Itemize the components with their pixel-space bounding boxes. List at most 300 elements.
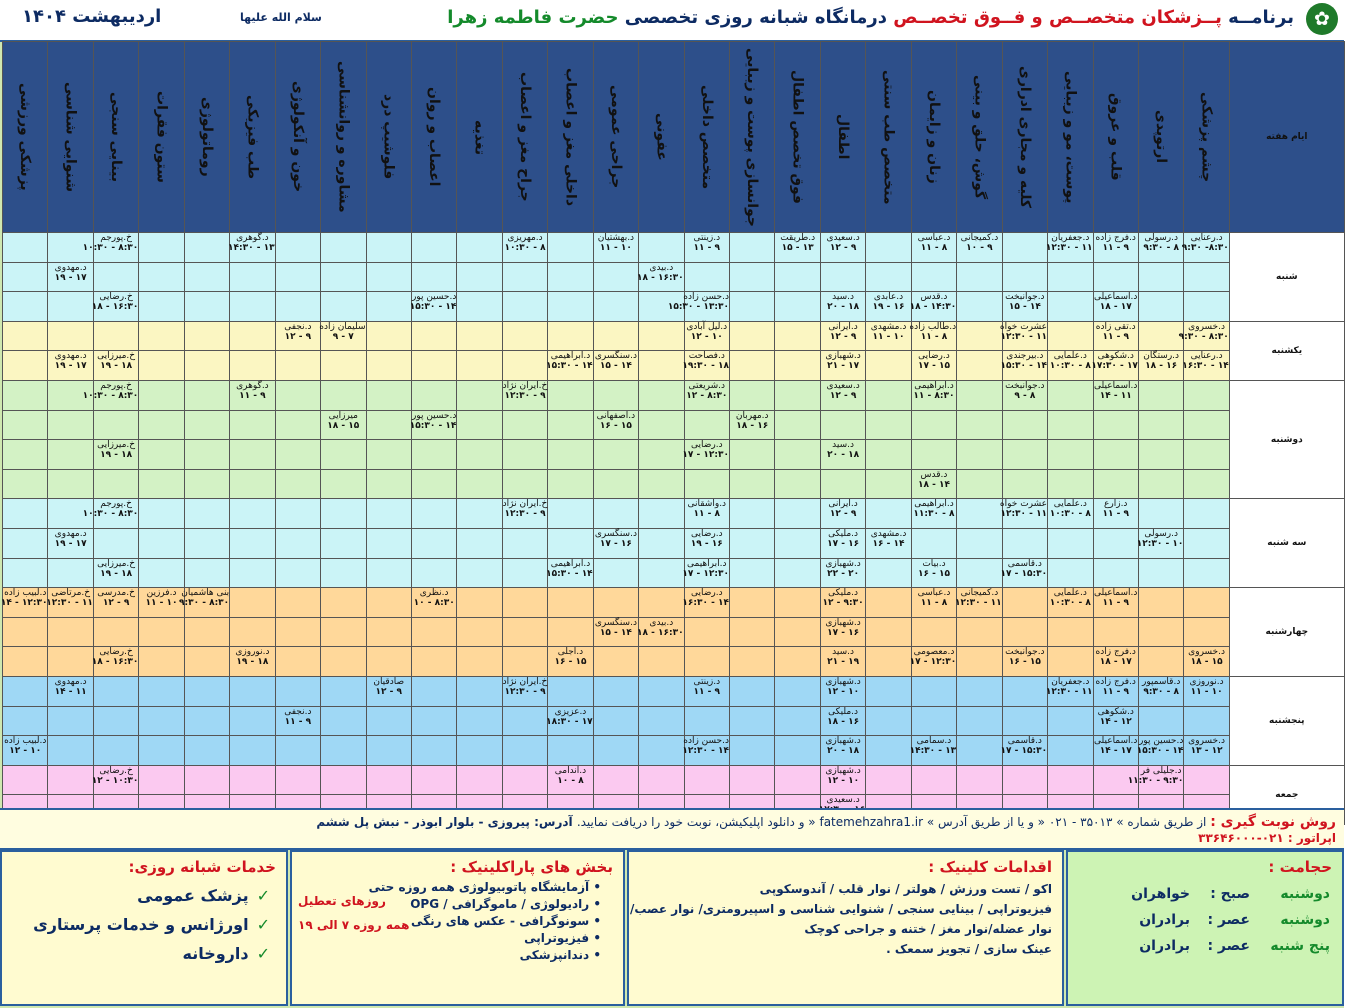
doctor-name: د.عزیزی	[554, 706, 587, 717]
weekday-label: سه شنبه	[1229, 499, 1344, 588]
schedule-cell	[911, 676, 956, 706]
schedule-cell	[1184, 528, 1229, 558]
schedule-cell	[502, 469, 547, 499]
visit-hours: ۱۶:۳۰ - ۱۸	[636, 627, 684, 638]
visit-hours: ۹ - ۱۱	[239, 390, 266, 401]
doctor-name: د.ابراهیمی	[687, 558, 727, 569]
schedule-cell	[230, 676, 275, 706]
visit-hours: ۸ - ۱۱	[920, 243, 948, 253]
schedule-cell	[775, 233, 820, 263]
specialty-label: جراح مغز و اعصاب	[517, 72, 534, 202]
schedule-cell	[275, 292, 320, 322]
schedule-cell	[230, 233, 275, 263]
visit-hours: ۸:۳۰ - ۱۰:۳۰	[82, 243, 139, 253]
doctor-name: خ.پورجم	[100, 499, 132, 510]
schedule-cell	[1002, 528, 1047, 558]
schedule-cell	[502, 558, 547, 588]
paraclinic-note-holidays: روزهای تعطیل	[298, 894, 386, 908]
schedule-cell	[775, 351, 820, 381]
schedule-cell	[184, 440, 229, 470]
schedule-cell	[866, 351, 911, 381]
doctor-name: د.جوانبخت	[1005, 647, 1045, 658]
doctor-name: خ.رضایی	[99, 292, 133, 303]
schedule-cell	[639, 321, 684, 351]
schedule-cell	[548, 647, 593, 677]
schedule-cell	[1184, 558, 1229, 588]
schedule-cell	[866, 647, 911, 677]
specialty-label: اطفال	[835, 114, 852, 160]
schedule-cell	[957, 528, 1002, 558]
doctor-name: د.واشقانی	[687, 499, 727, 510]
schedule-cell	[866, 676, 911, 706]
specialty-header	[502, 42, 547, 233]
schedule-cell	[775, 617, 820, 647]
schedule-cell	[775, 588, 820, 618]
visit-hours: ۱۵ - ۱۸	[1190, 657, 1223, 668]
schedule-cell	[3, 321, 48, 351]
specialty-label: زنان و زایمان	[925, 90, 942, 184]
doctor-name: د.سید	[832, 292, 855, 303]
schedule-cell	[411, 499, 456, 529]
schedule-cell	[1138, 233, 1183, 263]
doctor-name: د.رضایی	[690, 528, 723, 539]
doctor-name: عشرت خواه	[999, 321, 1048, 332]
schedule-cell	[411, 262, 456, 292]
visit-hours: ۱۴ - ۱۸	[917, 479, 950, 490]
schedule-cell	[1002, 351, 1047, 381]
schedule-cell	[593, 351, 638, 381]
night-service-item	[2, 944, 270, 963]
schedule-cell	[411, 380, 456, 410]
schedule-cell	[1048, 440, 1093, 470]
schedule-cell	[3, 292, 48, 322]
specialty-header	[1002, 42, 1047, 233]
schedule-cell	[1093, 647, 1138, 677]
schedule-cell	[730, 676, 775, 706]
schedule-cell	[457, 617, 502, 647]
cupping-group: برادران	[1139, 938, 1190, 954]
schedule-cell	[639, 233, 684, 263]
schedule-cell	[178, 588, 230, 618]
booking-info	[0, 808, 1344, 850]
night-service-label: پزشک عمومی	[137, 886, 249, 905]
schedule-cell	[93, 528, 138, 558]
visit-hours: ۸:۳۰ - ۹:۳۰	[1178, 331, 1229, 342]
visit-hours: ۱۸ - ۲۰	[827, 746, 860, 757]
schedule-cell	[139, 499, 184, 529]
doctor-name: د.فرج زاده	[1095, 647, 1136, 658]
cupping-day: پنج شنبه	[1270, 938, 1330, 954]
schedule-cell	[911, 765, 956, 795]
doctor-name: خ.ایران نژاد	[502, 676, 548, 687]
schedule-cell	[593, 440, 638, 470]
visit-hours: ۹ - ۱۲	[829, 390, 857, 401]
specialty-label: جراحی عمومی	[607, 85, 624, 189]
doctor-name: د.جلیلی فر	[1140, 765, 1182, 776]
specialty-label: شنوایی شناسی	[62, 81, 79, 193]
schedule-cell	[1138, 262, 1183, 292]
schedule-cell	[366, 469, 411, 499]
doctor-name: د.سنگسری	[594, 617, 637, 628]
visit-hours: ۹ - ۱۱	[1102, 243, 1129, 253]
doctor-name: خ.ایران نژاد	[502, 380, 548, 391]
schedule-cell	[3, 351, 48, 381]
schedule-cell	[730, 440, 775, 470]
visit-hours: ۹ - ۱۲:۳۰	[504, 686, 546, 697]
doctor-name: د.شهبازی	[825, 558, 861, 569]
visit-hours: ۹ - ۱۱	[1102, 331, 1129, 342]
doctor-name: د.اندامی	[554, 765, 587, 776]
visit-hours: ۱۰ - ۱۲	[827, 775, 860, 786]
doctor-name: خ.مدرسی	[97, 588, 135, 599]
check-icon: ✓	[256, 915, 270, 934]
schedule-cell	[457, 588, 502, 618]
schedule-cell	[321, 499, 366, 529]
visit-hours: ۱۶ - ۱۹	[872, 302, 905, 313]
schedule-cell	[3, 469, 48, 499]
schedule-cell	[3, 736, 48, 766]
schedule-cell	[593, 676, 638, 706]
doctor-name: د.سنگسری	[594, 528, 637, 539]
schedule-cell	[1002, 262, 1047, 292]
schedule-cell	[321, 676, 366, 706]
schedule-cell	[548, 588, 593, 618]
doctor-name: د.نظری	[419, 588, 449, 599]
schedule-cell	[999, 321, 1048, 351]
specialty-label: اعصاب و روان	[426, 87, 443, 187]
clinic-services-panel	[627, 850, 1064, 1006]
schedule-cell	[957, 499, 1002, 529]
visit-hours: ۷ - ۹	[332, 331, 354, 342]
visit-hours: ۱۰ - ۱۲:۳۰	[1136, 538, 1184, 549]
visit-hours: ۸ - ۱۱:۳۰	[913, 509, 955, 520]
doctor-name: د.سنگسری	[594, 351, 637, 362]
schedule-cell	[275, 351, 320, 381]
schedule-cell	[684, 558, 729, 588]
schedule-cell	[411, 765, 456, 795]
visit-hours: ۹ - ۱۲	[829, 331, 857, 342]
visit-hours: ۱۶:۳۰ - ۱۸	[91, 657, 139, 668]
schedule-cell	[593, 558, 638, 588]
schedule-cell	[502, 262, 547, 292]
schedule-cell	[457, 676, 502, 706]
specialty-label: متخصص طب سنتی	[880, 69, 897, 205]
schedule-cell	[502, 292, 547, 322]
doctor-name: د.لبیب زاده	[4, 588, 47, 599]
schedule-cell	[1002, 469, 1047, 499]
schedule-cell	[230, 558, 275, 588]
schedule-cell	[3, 765, 48, 795]
schedule-cell	[548, 676, 593, 706]
schedule-cell	[1048, 736, 1093, 766]
doctor-name: خ.پورجم	[100, 380, 132, 391]
schedule-cell	[93, 351, 138, 381]
schedule-cell	[684, 380, 729, 410]
schedule-cell	[1093, 736, 1138, 766]
schedule-cell	[636, 262, 684, 292]
doctor-name: عشرت خواه	[999, 499, 1048, 510]
specialty-header	[184, 42, 229, 233]
schedule-cell	[911, 440, 956, 470]
schedule-cell	[93, 321, 138, 351]
schedule-cell	[93, 558, 138, 588]
hospital-logo-icon: ✿	[1306, 3, 1338, 35]
doctor-name: د.قدس	[920, 469, 948, 480]
schedule-cell	[82, 380, 139, 410]
schedule-cell	[321, 440, 366, 470]
specialty-header	[275, 42, 320, 233]
schedule-cell	[820, 351, 865, 381]
schedule-cell	[667, 292, 729, 322]
specialty-label: روماتولوژی	[198, 97, 215, 177]
specialty-label: کلیه و مجاری ادراری	[1016, 65, 1033, 209]
schedule-cell	[1048, 499, 1093, 529]
schedule-cell	[911, 321, 956, 351]
visit-hours: ۱۴ - ۱۵:۳۰	[409, 420, 457, 431]
cupping-group: خواهران	[1131, 886, 1190, 902]
schedule-cell	[639, 588, 684, 618]
schedule-cell	[457, 380, 502, 410]
specialty-label: پزشکی ورزشی	[17, 83, 34, 191]
schedule-cell	[366, 233, 411, 263]
doctor-name: خ.رضایی	[99, 765, 133, 776]
schedule-cell	[502, 321, 547, 351]
schedule-cell	[230, 588, 275, 618]
schedule-cell	[230, 262, 275, 292]
doctor-name: د.ملیکی	[828, 528, 859, 539]
schedule-cell	[411, 410, 456, 440]
schedule-cell	[275, 469, 320, 499]
specialty-header	[457, 42, 502, 233]
visit-hours: ۸ - ۱۰:۳۰	[1049, 361, 1091, 372]
schedule-cell	[911, 410, 956, 440]
schedule-cell	[730, 410, 775, 440]
schedule-cell	[1138, 617, 1183, 647]
schedule-cell	[911, 528, 956, 558]
paraclinic-item: • فیزیوتراپی	[292, 931, 601, 945]
doctor-name: د.لیل آبادی	[686, 321, 728, 332]
schedule-cell	[184, 321, 229, 351]
schedule-cell	[911, 706, 956, 736]
schedule-cell	[730, 558, 775, 588]
specialty-label: متخصص داخلی	[698, 84, 715, 190]
weekday-label: شنبه	[1229, 233, 1344, 322]
schedule-cell	[1048, 380, 1093, 410]
schedule-cell	[957, 380, 1002, 410]
visit-hours: ۹ - ۱۲	[829, 243, 857, 253]
schedule-cell	[866, 736, 911, 766]
schedule-cell	[730, 469, 775, 499]
title-part-4: حضرت فاطمه زهرا	[447, 7, 619, 28]
doctor-name: د.حسن زاده	[683, 292, 729, 303]
doctor-name: د.نوروزی	[1189, 676, 1224, 687]
doctor-name: د.مهدوی	[54, 676, 87, 687]
schedule-cell	[321, 736, 366, 766]
schedule-cell	[684, 440, 729, 470]
schedule-cell	[366, 558, 411, 588]
schedule-cell	[1093, 410, 1138, 440]
clinic-service-item: عینک سازی / تجویز سمعک .	[886, 942, 1052, 956]
schedule-cell	[866, 321, 911, 351]
visit-hours: ۱۶ - ۱۸	[736, 420, 769, 431]
schedule-cell	[820, 528, 865, 558]
doctor-name: د.شهبازی	[825, 676, 861, 687]
schedule-cell	[1184, 676, 1229, 706]
weekday-label: جمعه	[1229, 765, 1344, 824]
title-part-2: پــزشکان متخصــص و فــوق تخصــص	[893, 7, 1222, 28]
visit-hours: ۹ - ۱۰	[966, 243, 993, 253]
specialty-header	[139, 42, 184, 233]
visit-hours: ۱۵ - ۱۶	[554, 657, 587, 668]
schedule-cell	[457, 499, 502, 529]
schedule-cell	[548, 469, 593, 499]
doctor-name: د.فرج زاده	[1095, 676, 1136, 687]
schedule-cell	[93, 292, 138, 322]
schedule-cell	[411, 706, 456, 736]
specialty-header	[911, 42, 956, 233]
cupping-time: عصر :	[1207, 912, 1250, 928]
schedule-cell	[184, 676, 229, 706]
schedule-cell	[957, 351, 1002, 381]
schedule-cell	[911, 558, 956, 588]
schedule-cell	[639, 528, 684, 558]
schedule-cell	[1138, 528, 1183, 558]
visit-hours: ۱۷ - ۱۹	[54, 538, 87, 549]
doctor-name: د.ملیکی	[828, 706, 859, 717]
schedule-cell	[93, 706, 138, 736]
schedule-cell	[775, 765, 820, 795]
doctor-name: د.جعفریان	[1051, 233, 1090, 243]
schedule-cell	[957, 617, 1002, 647]
schedule-cell	[1184, 588, 1229, 618]
doctor-name: د.حسن زاده	[683, 736, 729, 747]
visit-hours: ۱۸ - ۱۹	[100, 361, 133, 372]
doctor-name: د.شهبازی	[825, 736, 861, 747]
schedule-cell	[139, 262, 184, 292]
schedule-cell	[820, 410, 865, 440]
schedule-cell	[548, 351, 593, 381]
schedule-cell	[366, 351, 411, 381]
schedule-cell	[1127, 765, 1184, 795]
schedule-cell	[1002, 676, 1047, 706]
visit-hours: ۸:۳۰- ۹:۳۰	[1181, 243, 1229, 253]
visit-hours: ۸:۳۰ - ۱۱	[913, 390, 955, 401]
schedule-cell	[502, 647, 547, 677]
doctor-name: د.رضایی	[690, 588, 723, 599]
visit-hours: ۱۱ - ۱۲:۳۰	[1000, 509, 1048, 520]
schedule-cell	[48, 292, 93, 322]
visit-hours: ۱۷ - ۱۷:۳۰	[1091, 361, 1138, 372]
schedule-cell	[593, 617, 638, 647]
paraclinic-item: • سونوگرافی - عکس های رنگی	[292, 914, 601, 928]
doctor-name: د.اسماعیلی	[1094, 736, 1138, 747]
visit-hours: ۱۸ - ۱۹	[100, 568, 133, 579]
schedule-cell	[139, 736, 184, 766]
schedule-cell	[457, 321, 502, 351]
schedule-cell	[3, 499, 48, 529]
schedule-cell	[639, 676, 684, 706]
schedule-cell	[820, 233, 865, 263]
schedule-cell	[548, 233, 593, 263]
schedule-cell	[957, 321, 1002, 351]
doctor-name: د.نوروزی	[235, 647, 270, 658]
schedule-cell	[184, 706, 229, 736]
visit-hours: ۸ - ۹:۳۰	[1143, 686, 1179, 697]
doctor-name: د.خسروی	[1188, 647, 1225, 658]
doctor-name: د.نجفی	[284, 706, 312, 717]
schedule-cell	[1048, 588, 1093, 618]
specialty-header	[957, 42, 1002, 233]
schedule-cell	[93, 676, 138, 706]
specialty-header	[1138, 42, 1183, 233]
schedule-cell	[639, 440, 684, 470]
doctor-name: د.کمیجانی	[960, 588, 999, 599]
schedule-cell	[275, 440, 320, 470]
schedule-cell	[1048, 558, 1093, 588]
visit-hours: ۱۸ - ۲۰	[827, 450, 860, 461]
schedule-cell	[457, 736, 502, 766]
schedule-cell	[139, 233, 184, 263]
schedule-cell	[275, 233, 320, 263]
doctor-name: د.علمایی	[1053, 588, 1087, 599]
schedule-cell	[1184, 706, 1229, 736]
visit-hours: ۱۶ - ۱۷	[599, 538, 632, 549]
schedule-cell	[502, 528, 547, 558]
schedule-cell	[184, 292, 229, 322]
schedule-cell	[321, 233, 366, 263]
specialty-label: قلب و عروق	[1107, 93, 1124, 181]
visit-hours: ۱۱ - ۱۲:۳۰	[46, 598, 93, 609]
visit-hours: ۱۹ - ۲۱	[827, 657, 860, 668]
schedule-cell	[457, 469, 502, 499]
schedule-cell	[457, 351, 502, 381]
schedule-cell	[230, 706, 275, 736]
schedule-cell	[3, 647, 48, 677]
schedule-cell	[93, 617, 138, 647]
visit-hours: ۱۴ - ۱۵:۳۰	[546, 361, 593, 372]
schedule-cell	[139, 469, 184, 499]
schedule-cell	[321, 765, 366, 795]
schedule-cell	[730, 292, 775, 322]
visit-hours: ۹ - ۱۱	[1102, 509, 1129, 520]
visit-hours: ۱۴ - ۱۲:۳۰	[682, 746, 729, 757]
schedule-cell	[1138, 588, 1183, 618]
doctor-name: خ.میرزایی	[97, 351, 136, 362]
schedule-cell	[593, 765, 638, 795]
doctor-name: د.بیات	[922, 558, 946, 569]
schedule-cell	[366, 765, 411, 795]
visit-hours: ۸ - ۱۱	[920, 331, 948, 342]
doctor-name: د.اسماعیلی	[1094, 588, 1138, 599]
schedule-cell	[275, 736, 320, 766]
doctor-name: د.نجفی	[284, 321, 312, 332]
schedule-cell	[820, 736, 865, 766]
schedule-cell	[411, 469, 456, 499]
booking-line	[316, 814, 1336, 830]
doctor-name: د.بیدی	[649, 617, 674, 628]
schedule-cell	[775, 292, 820, 322]
schedule-cell	[1138, 440, 1183, 470]
schedule-cell	[366, 262, 411, 292]
schedule-cell	[1093, 351, 1138, 381]
schedule-cell	[548, 440, 593, 470]
schedule-cell	[775, 676, 820, 706]
schedule-cell	[457, 647, 502, 677]
doctor-name: خ.پورجم	[100, 233, 132, 243]
night-service-label: اورژانس و خدمات پرستاری	[33, 915, 249, 934]
visit-hours: ۹ - ۱۱	[284, 716, 312, 727]
visit-hours: ۹ - ۱۲:۳۰	[504, 390, 546, 401]
